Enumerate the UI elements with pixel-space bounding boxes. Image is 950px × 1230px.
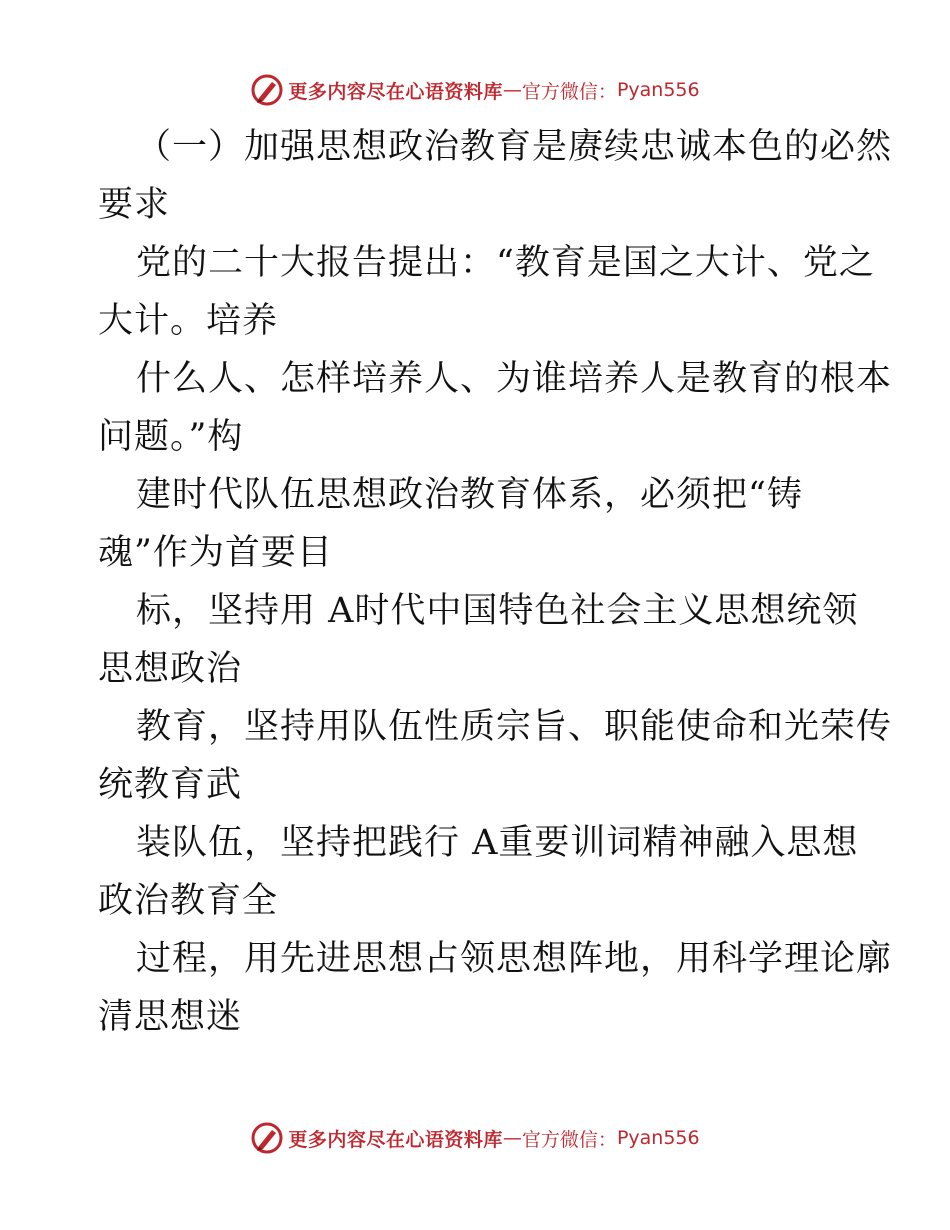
document-line: （一）加强思想政治教育是赓续忠诚本色的必然 xyxy=(136,127,893,167)
document-line: 统教育武 xyxy=(98,765,243,805)
document-line: 什么人、怎样培养人、为谁培养人是教育的根本 xyxy=(136,359,893,399)
document-line: 装队伍，坚持把践行 A重要训词精神融入思想 xyxy=(136,823,859,863)
document-line: 过程，用先进思想占领思想阵地，用科学理论廓 xyxy=(136,939,893,979)
document-line: 党的二十大报告提出：“教育是国之大计、党之 xyxy=(136,243,875,283)
watermark-text: 更多内容尽在心语资料库 xyxy=(288,1128,503,1151)
document-line: 标，坚持用 A时代中国特色社会主义思想统领 xyxy=(136,591,859,631)
watermark-wechat-id: Pyan556 xyxy=(616,79,700,101)
document-line: 大计。培养 xyxy=(98,301,279,341)
header-watermark xyxy=(0,70,950,110)
document-line: 建时代队伍思想政治教育体系，必须把“铸 xyxy=(136,475,803,515)
document-line: 要求 xyxy=(98,185,171,225)
document-line: 教育，坚持用队伍性质宗旨、职能使命和光荣传 xyxy=(136,707,893,747)
document-line: 思想政治 xyxy=(98,649,243,689)
watermark-wechat-label: 官方微信： xyxy=(521,1128,617,1151)
watermark-wechat-label: 官方微信： xyxy=(521,80,617,103)
document-line: 清思想迷 xyxy=(98,997,243,1037)
pen-logo-icon xyxy=(250,73,284,107)
watermark-wechat-id: Pyan556 xyxy=(616,1127,700,1149)
document-line: 问题。”构 xyxy=(98,417,244,457)
watermark-text: 更多内容尽在心语资料库 xyxy=(288,80,503,103)
pen-logo-icon xyxy=(250,1121,284,1155)
footer-watermark xyxy=(0,1118,950,1158)
document-line: 魂”作为首要目 xyxy=(98,533,333,573)
watermark-separator: — xyxy=(502,79,522,101)
document-line: 政治教育全 xyxy=(98,881,279,921)
document-body xyxy=(98,118,893,1046)
watermark-separator: — xyxy=(502,1127,522,1149)
